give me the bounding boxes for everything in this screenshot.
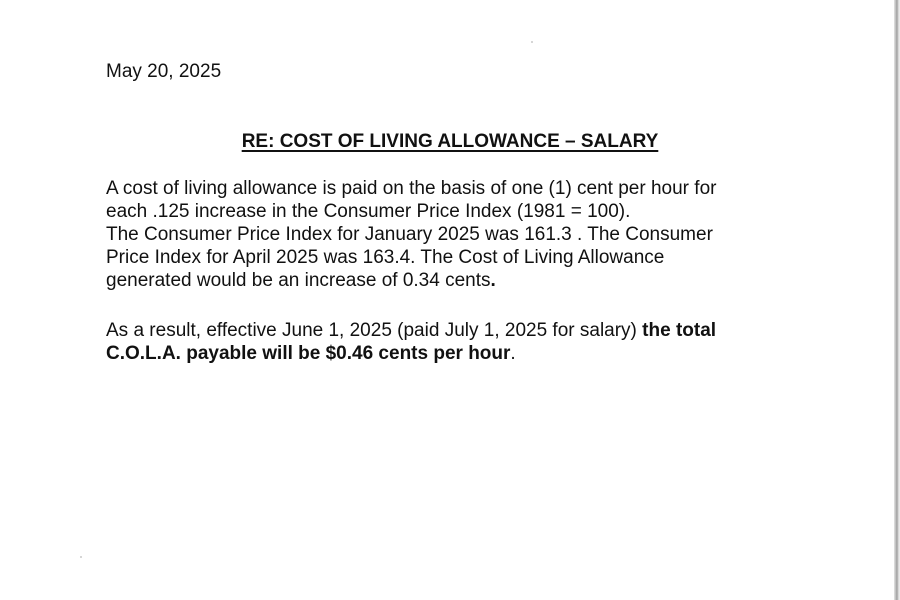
paragraph-line: The Consumer Price Index for January 2025 was 161.3 . The Consumer [106,224,713,245]
scan-speck [80,556,82,558]
paragraph-line: Price Index for April 2025 was 163.4. The Cost of Living Allowance [106,247,665,268]
paragraph-line [106,269,796,292]
paragraph-line: each .125 increase in the Consumer Price Index (1981 = 100). [106,201,631,222]
line-bold-text: C.O.L.A. payable will be $0.46 cents per hour [106,343,511,364]
paragraph-cola-basis [106,177,796,292]
subject-text: RE: COST OF LIVING ALLOWANCE – SALARY [241,131,659,152]
paragraph-line [106,342,796,365]
letter-date: May 20, 2025 [106,61,222,82]
paragraph-cola-result [106,319,796,365]
paragraph-line [106,319,796,342]
line-text: generated would be an increase of 0.34 cents [106,270,491,291]
scan-speck [531,41,533,43]
line-bold-text: the total [642,320,717,341]
letter-subject [0,130,900,153]
line-text: As a result, effective June 1, 2025 (paid July 1, 2025 for salary) [106,320,643,341]
scan-page-edge [894,0,900,600]
line-period: . [490,270,496,291]
line-period: . [510,343,516,364]
paragraph-line: A cost of living allowance is paid on the basis of one (1) cent per hour for [106,178,717,199]
